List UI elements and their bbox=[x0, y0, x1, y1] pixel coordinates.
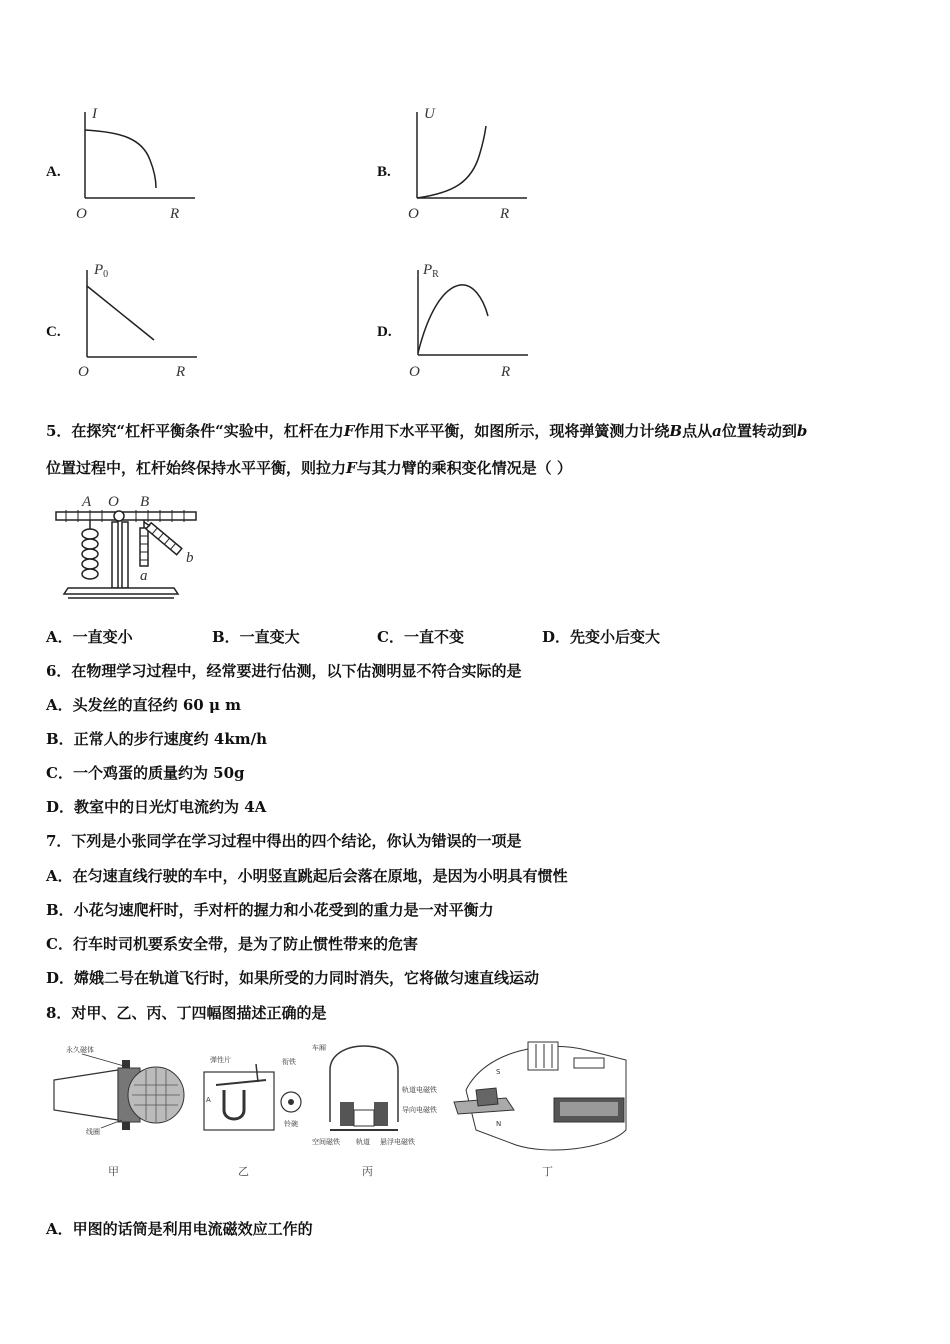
caption-yi: 乙 bbox=[238, 1165, 249, 1178]
origin-label: O bbox=[76, 206, 87, 222]
svg-text:A: A bbox=[206, 1096, 211, 1104]
q6-stem: 6．在物理学习过程中，经常要进行估测，以下估测明显不符合实际的是 bbox=[46, 662, 522, 680]
origin-label: O bbox=[408, 206, 419, 222]
x-label: R bbox=[170, 206, 180, 222]
graph-d-letter: D. bbox=[377, 324, 392, 340]
q8-figures bbox=[46, 1030, 636, 1190]
q8-stem: 8．对甲、乙、丙、丁四幅图描述正确的是 bbox=[46, 1004, 327, 1022]
caption-bing: 丙 bbox=[362, 1165, 373, 1178]
graph-c bbox=[72, 258, 212, 383]
y-label: I bbox=[92, 106, 97, 122]
curve bbox=[417, 126, 486, 198]
x-label: R bbox=[176, 364, 186, 380]
x-label: R bbox=[500, 206, 510, 222]
graph-b-letter: B. bbox=[377, 164, 391, 180]
label-b-position: b bbox=[186, 550, 194, 566]
curve bbox=[418, 285, 488, 353]
q6-option-a: A．头发丝的直径约 60 μ m bbox=[46, 696, 242, 714]
figure-ding bbox=[454, 1042, 626, 1150]
svg-text:导向电磁铁: 导向电磁铁 bbox=[402, 1106, 437, 1114]
q5-stem-line2: 位置过程中，杠杆始终保持水平平衡，则拉力F与其力臂的乘积变化情况是（ ） bbox=[46, 459, 572, 477]
graph-a-letter: A. bbox=[46, 164, 61, 180]
q6-option-c: C．一个鸡蛋的质量约为 50g bbox=[46, 764, 245, 782]
svg-text:车厢: 车厢 bbox=[312, 1044, 326, 1052]
y-label: $P_R$ bbox=[423, 262, 439, 280]
svg-text:空间磁铁: 空间磁铁 bbox=[312, 1138, 340, 1146]
lever-figure bbox=[46, 490, 206, 602]
q7-option-a: A．在匀速直线行驶的车中，小明竖直跳起后会落在原地，是因为小明具有惯性 bbox=[46, 867, 568, 885]
graph-b bbox=[402, 98, 542, 228]
origin-label: O bbox=[78, 364, 89, 380]
graph-c-letter: C. bbox=[46, 324, 61, 340]
caption-jia: 甲 bbox=[108, 1165, 119, 1178]
q7-option-b: B．小花匀速爬杆时，手对杆的握力和小花受到的重力是一对平衡力 bbox=[46, 901, 494, 919]
figure-bing bbox=[312, 1043, 437, 1146]
svg-text:永久磁体: 永久磁体 bbox=[66, 1046, 94, 1054]
origin-label: O bbox=[409, 364, 420, 380]
label-o-point: O bbox=[108, 494, 119, 510]
svg-text:悬浮电磁铁: 悬浮电磁铁 bbox=[380, 1138, 415, 1146]
curve bbox=[85, 130, 156, 188]
svg-text:轨道电磁铁: 轨道电磁铁 bbox=[402, 1086, 437, 1094]
q7-option-d: D．嫦娥二号在轨道飞行时，如果所受的力同时消失，它将做匀速直线运动 bbox=[46, 969, 540, 987]
x-label: R bbox=[501, 364, 511, 380]
q5-option-c: C．一直不变 bbox=[377, 628, 464, 646]
graph-d bbox=[403, 258, 543, 383]
y-label: U bbox=[424, 106, 435, 122]
q7-option-c: C．行车时司机要系安全带，是为了防止惯性带来的危害 bbox=[46, 935, 418, 953]
caption-ding: 丁 bbox=[542, 1165, 553, 1178]
svg-text:S: S bbox=[496, 1068, 501, 1076]
q8-option-a: A．甲图的话筒是利用电流磁效应工作的 bbox=[46, 1220, 313, 1238]
line bbox=[87, 286, 154, 340]
q5-stem-line1: 5．在探究“杠杆平衡条件“实验中，杠杆在力F作用下水平平衡，如图所示，现将弹簧测力计绕B点从a位置转动到b bbox=[46, 422, 808, 440]
graph-a bbox=[70, 98, 210, 228]
svg-text:弹性片: 弹性片 bbox=[210, 1056, 231, 1064]
label-b-point: B bbox=[140, 494, 150, 510]
label-a-position: a bbox=[140, 568, 148, 584]
q6-option-d: D．教室中的日光灯电流约为 4A bbox=[46, 798, 267, 816]
figure-jia bbox=[54, 1045, 184, 1136]
q5-option-a: A．一直变小 bbox=[46, 628, 133, 646]
svg-text:衔铁: 衔铁 bbox=[282, 1058, 296, 1066]
y-label: $P_0$ bbox=[94, 262, 109, 280]
figure-yi bbox=[204, 1055, 301, 1130]
q5-option-d: D．先变小后变大 bbox=[542, 628, 661, 646]
label-a-point: A bbox=[82, 494, 92, 510]
svg-text:线圈: 线圈 bbox=[86, 1128, 100, 1136]
svg-text:N: N bbox=[496, 1120, 502, 1128]
svg-text:轨道: 轨道 bbox=[356, 1138, 370, 1146]
svg-text:铃碗: 铃碗 bbox=[284, 1120, 298, 1128]
q7-stem: 7．下列是小张同学在学习过程中得出的四个结论，你认为错误的一项是 bbox=[46, 832, 522, 850]
q6-option-b: B．正常人的步行速度约 4km/h bbox=[46, 730, 267, 748]
q5-option-b: B．一直变大 bbox=[212, 628, 300, 646]
